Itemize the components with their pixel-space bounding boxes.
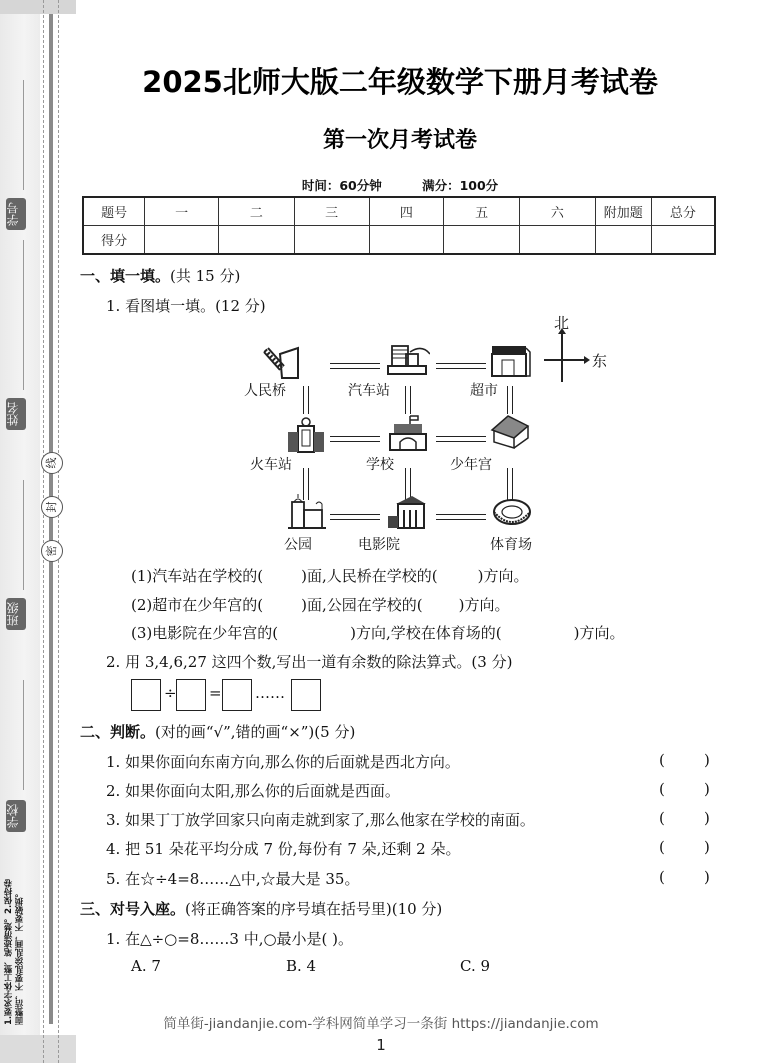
place-label: 少年宫 [450, 457, 492, 473]
exam-meta [0, 176, 762, 194]
place-label: 电影院 [358, 537, 400, 553]
supermarket-icon [488, 342, 532, 380]
strip-top-band [0, 0, 76, 14]
road [436, 514, 486, 520]
score-input-cell[interactable] [294, 226, 369, 255]
field-label-name: 姓名 [6, 398, 26, 430]
subquestion-text: )方向。 [477, 567, 529, 585]
section-2-heading [80, 721, 355, 742]
place-train-station [276, 416, 336, 458]
place-label: 人民桥 [244, 383, 286, 399]
road [436, 363, 486, 369]
score-input-cell[interactable] [145, 226, 219, 255]
place-label: 公园 [284, 537, 312, 553]
road [330, 363, 380, 369]
table-cell: 二 [219, 197, 295, 226]
table-cell: 题号 [83, 197, 145, 226]
cinema-icon [386, 492, 430, 530]
subquestion-text: (1)汽车站在学校的( [131, 567, 264, 585]
page-title: 2025北师大版二年级数学下册月考试卷 [142, 65, 658, 99]
place-park [276, 492, 336, 534]
paren-open: ( [659, 751, 665, 769]
subquestion-text: )方向,学校在体育场的( [350, 624, 502, 642]
place-cinema [378, 492, 438, 534]
table-cell: 五 [444, 197, 520, 226]
paren-close: ) [704, 868, 710, 886]
place-label: 火车站 [250, 457, 292, 473]
footer-watermark: 简单街-jiandanjie.com-学科网简单学习一条街 https://jiandanjie.com [163, 1016, 599, 1032]
stadium-icon [490, 492, 534, 530]
binding-strip [0, 0, 76, 1063]
judge-item-4: 4. 把 51 朵花平均分成 7 份,每份有 7 朵,还剩 2 朵。 [106, 840, 461, 858]
section-2-note: (对的画“√”,错的画“×”)(5 分) [155, 723, 356, 741]
score-input-cell[interactable] [219, 226, 295, 255]
seal-mi: 密 [41, 540, 63, 562]
section-2-title: 二、判断。 [80, 723, 156, 741]
section-1-note: (共 15 分) [170, 267, 241, 285]
section-1-heading [80, 265, 240, 286]
remainder-box[interactable] [291, 679, 321, 711]
score-table-score-row [83, 226, 715, 255]
exam-time: 时间：60分钟 [301, 178, 382, 193]
page-subtitle: 第一次月考试卷 [322, 128, 477, 153]
score-input-cell[interactable] [595, 226, 651, 255]
seal-xian: 线 [41, 452, 63, 474]
exam-full-score: 满分：100分 [422, 178, 499, 193]
cut-line-dashed [43, 0, 44, 1063]
choice-option-c[interactable]: C. 9 [460, 957, 491, 975]
seal-feng: 封 [41, 496, 63, 518]
subquestion-text: (2)超市在少年宫的( [131, 596, 264, 614]
place-label: 体育场 [490, 537, 532, 553]
section-3-heading [80, 898, 442, 919]
place-label: 汽车站 [348, 383, 390, 399]
score-input-cell[interactable] [444, 226, 520, 255]
subquestion-1 [131, 565, 528, 586]
remainder-dots: …… [255, 684, 285, 702]
paren-close: ) [704, 838, 710, 856]
subquestion-3 [131, 622, 624, 643]
score-table-header-row [83, 197, 715, 226]
judge-item-3: 3. 如果丁丁放学回家只向南走就到家了,那么他家在学校的南面。 [106, 811, 535, 829]
place-label: 超市 [470, 383, 498, 399]
dividend-box[interactable] [131, 679, 161, 711]
judge-item-5: 5. 在☆÷4=8……△中,☆最大是 35。 [106, 870, 360, 888]
table-cell: 四 [369, 197, 444, 226]
question-1-1-prompt: 1. 看图填一填。(12 分) [106, 297, 266, 315]
place-label: 学校 [366, 457, 394, 473]
compass-east-axis [544, 359, 586, 361]
bridge-icon [260, 344, 304, 382]
paren-open: ( [659, 780, 665, 798]
road [405, 386, 411, 414]
quotient-box[interactable] [222, 679, 252, 711]
subquestion-2 [131, 594, 509, 615]
binding-line [49, 14, 53, 1024]
table-cell: 得分 [83, 226, 145, 255]
judge-item-2: 2. 如果你面向太阳,那么你的后面就是西面。 [106, 782, 400, 800]
section-1-title: 一、填一填。 [80, 267, 171, 285]
score-input-cell[interactable] [369, 226, 444, 255]
field-label-student-id: 学号 [6, 198, 26, 230]
score-input-cell[interactable] [651, 226, 715, 255]
road [507, 386, 513, 414]
road [303, 386, 309, 414]
choice-option-a[interactable]: A. 7 [131, 957, 161, 975]
choice-option-b[interactable]: B. 4 [286, 957, 317, 975]
divide-sign: ÷ [164, 684, 177, 702]
bus-station-icon [386, 342, 430, 380]
road [330, 514, 380, 520]
table-cell: 六 [520, 197, 596, 226]
table-cell: 三 [294, 197, 369, 226]
table-cell: 一 [145, 197, 219, 226]
place-stadium [482, 492, 542, 534]
arrow-right-icon [584, 356, 590, 364]
subquestion-text: )方向。 [458, 596, 510, 614]
field-underline [23, 680, 24, 790]
subquestion-text: (3)电影院在少年宫的( [131, 624, 279, 642]
subquestion-text: )面,公园在学校的( [301, 596, 423, 614]
field-label-class: 班级 [6, 598, 26, 630]
train-station-icon [284, 416, 328, 454]
paren-close: ) [704, 780, 710, 798]
score-input-cell[interactable] [520, 226, 596, 255]
compass-north-label: 北 [554, 314, 570, 332]
compass [536, 314, 616, 388]
paren-open: ( [659, 838, 665, 856]
paren-open: ( [659, 868, 665, 886]
paren-close: ) [704, 809, 710, 827]
compass-east-label: 东 [592, 352, 608, 370]
place-school [378, 414, 438, 456]
paren-close: ) [704, 751, 710, 769]
subquestion-text: )面,人民桥在学校的( [301, 567, 438, 585]
judge-item-1: 1. 如果你面向东南方向,那么你的后面就是西北方向。 [106, 753, 460, 771]
cut-line-dashed [58, 0, 59, 1063]
section-3-note: (将正确答案的序号填在括号里)(10 分) [185, 900, 443, 918]
field-label-school: 学校 [6, 800, 26, 832]
divisor-box[interactable] [176, 679, 206, 711]
table-cell: 总分 [651, 197, 715, 226]
place-supermarket [480, 342, 540, 384]
compass-north-axis [561, 332, 563, 382]
score-table [82, 196, 716, 255]
subquestion-text: )方向。 [573, 624, 625, 642]
park-icon [284, 492, 328, 530]
field-underline [23, 480, 24, 590]
equals-sign: = [209, 684, 222, 702]
exam-notice: 1.要求字体工整、笔迹清楚。2.保持卷面整洁，不要乱涂乱画，不要破损。 [4, 879, 25, 1025]
place-youth-palace [480, 412, 540, 454]
youth-palace-icon [488, 412, 532, 450]
paren-open: ( [659, 809, 665, 827]
road [436, 436, 486, 442]
school-icon [386, 414, 430, 452]
road [330, 436, 380, 442]
place-bus-station [378, 342, 438, 384]
question-1-2-prompt: 2. 用 3,4,6,27 这四个数,写出一道有余数的除法算式。(3 分) [106, 653, 513, 671]
table-cell: 附加题 [595, 197, 651, 226]
direction-map [240, 314, 620, 563]
section-3-title: 三、对号入座。 [80, 900, 186, 918]
choice-question-1-prompt: 1. 在△÷○=8……3 中,○最小是( )。 [106, 930, 354, 948]
field-underline [23, 240, 24, 390]
page-number: 1 [376, 1036, 386, 1054]
